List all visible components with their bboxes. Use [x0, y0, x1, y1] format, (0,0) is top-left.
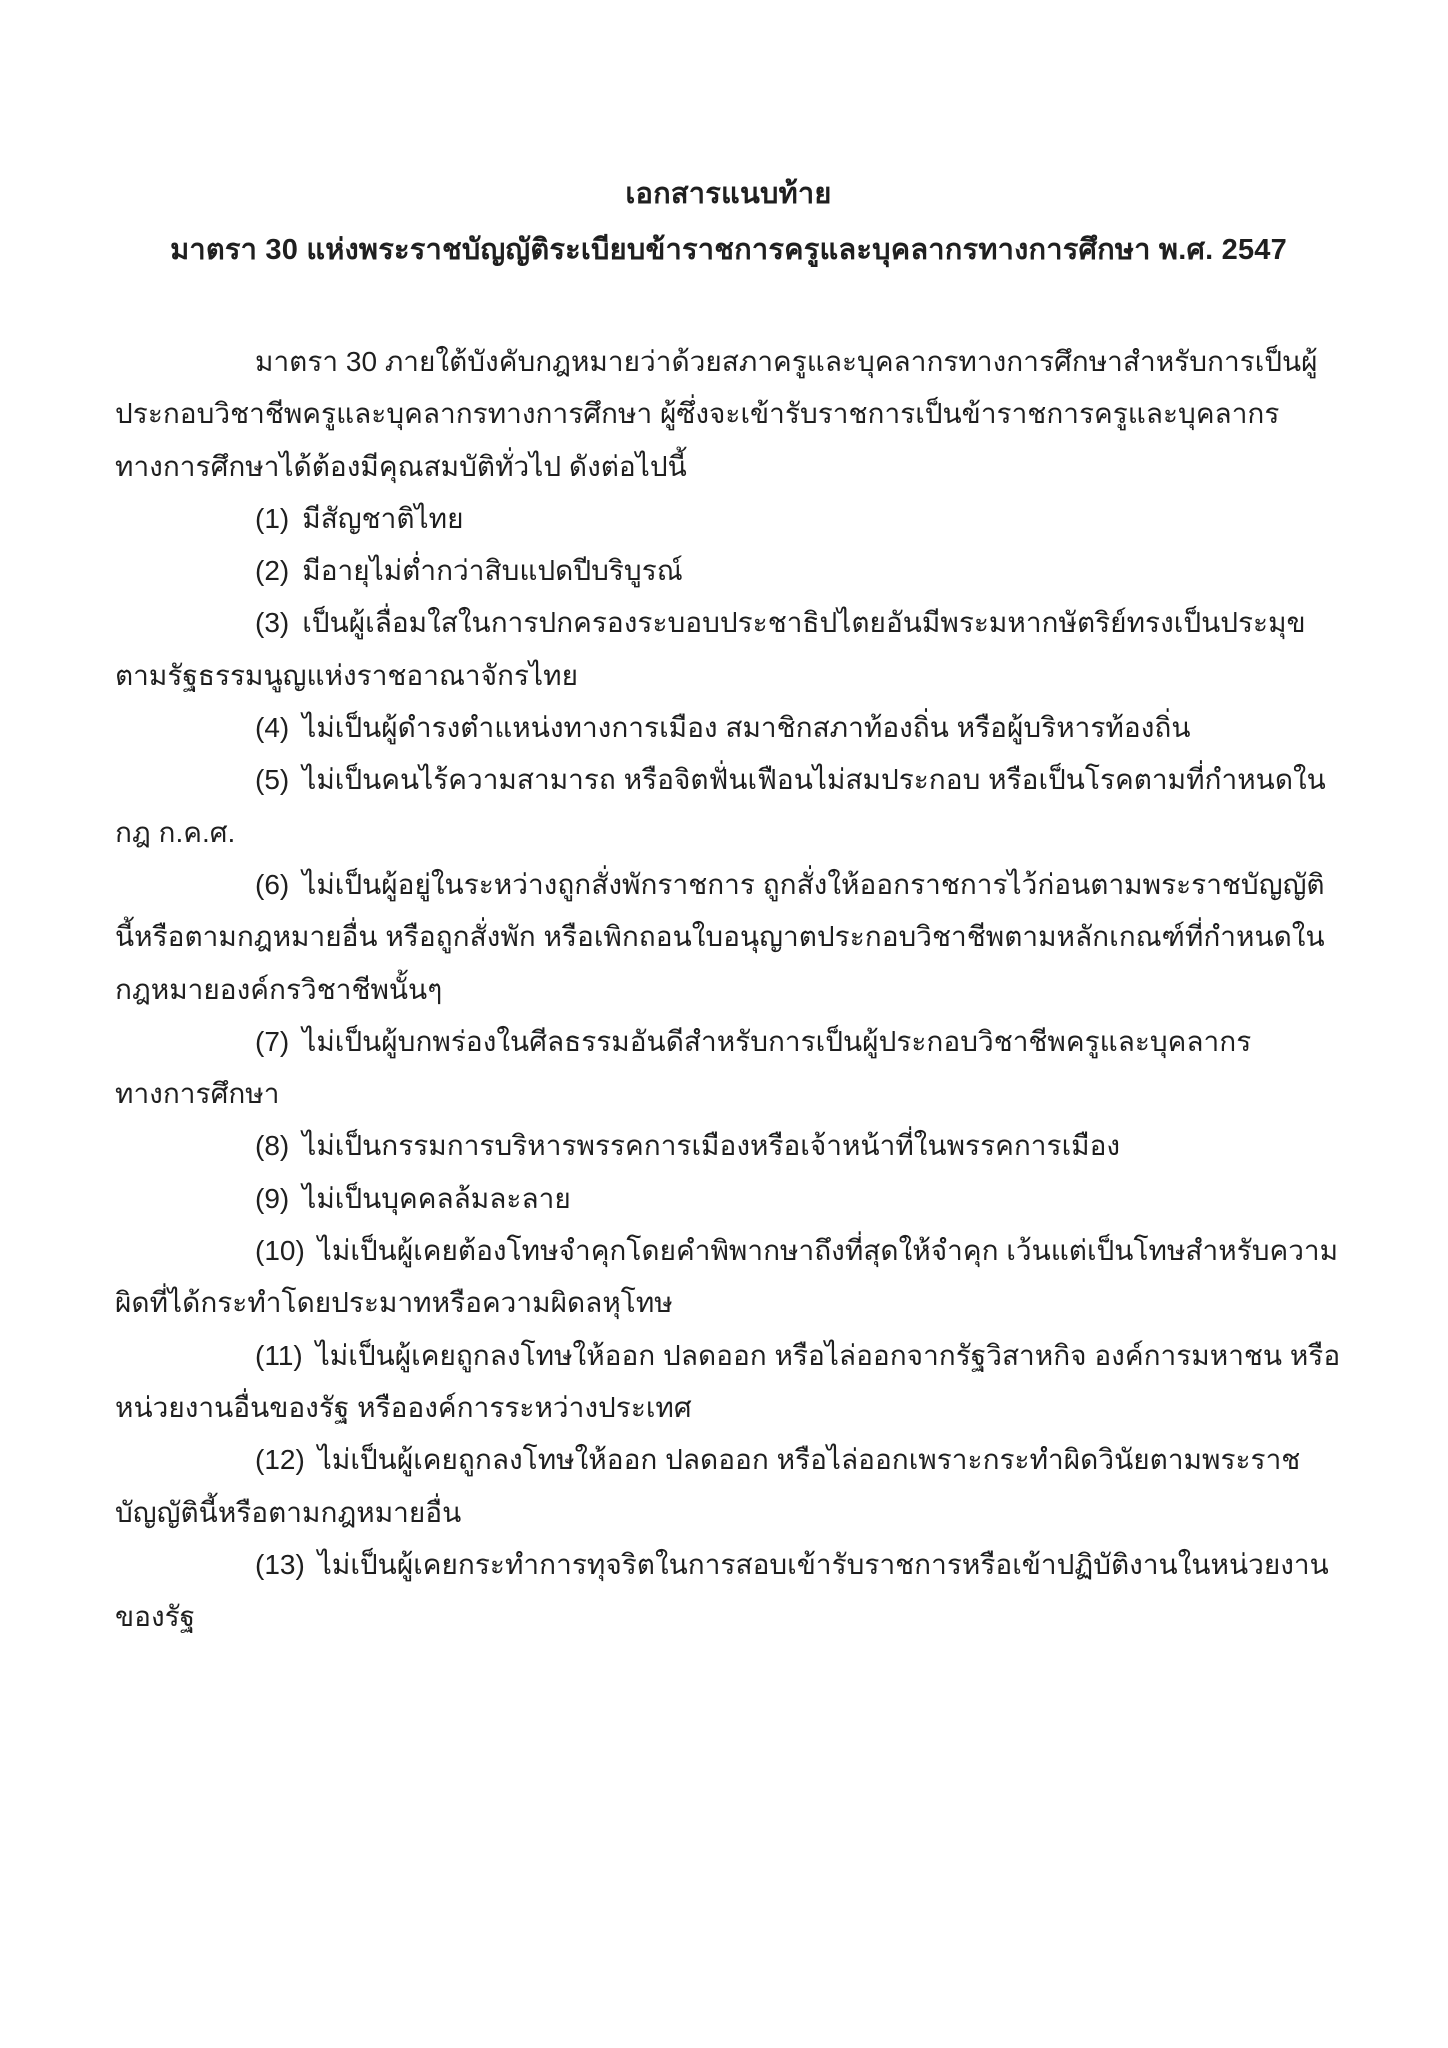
- clause-text: ไม่เป็นบุคคลล้มละลาย: [302, 1182, 571, 1214]
- clause-item: [115, 859, 1342, 1016]
- clause-item: [115, 702, 1342, 754]
- clause-number: (11): [255, 1339, 303, 1371]
- clause-text: ไม่เป็นผู้เคยต้องโทษจำคุกโดยคำพิพากษาถึงที่สุดให้จำคุก เว้นแต่เป็นโทษสำหรับความผิดที่ได้กระทำโดยประมาทหรือความผิดลหุโทษ: [115, 1235, 1339, 1319]
- clause-item: [115, 754, 1342, 859]
- clause-item: [115, 1120, 1342, 1172]
- clause-number: (7): [255, 1025, 290, 1057]
- clause-number: (5): [255, 764, 290, 796]
- clause-text: ไม่เป็นผู้อยู่ในระหว่างถูกสั่งพักราชการ ถูกสั่งให้ออกราชการไว้ก่อนตามพระราชบัญญัตินี้หรือตามกฎหมายอื่น หรือถูกสั่งพัก หรือเพิกถอนใบอนุญาตประกอบวิชาชีพตามหลักเกณฑ์ที่กำหนดในกฎหมายองค์กรวิชาชีพนั้นๆ: [115, 868, 1325, 1005]
- clause-item: [115, 545, 1342, 597]
- clause-number: (6): [255, 868, 290, 900]
- clause-number: (10): [255, 1235, 305, 1267]
- clause-text: ไม่เป็นกรรมการบริหารพรรคการเมืองหรือเจ้าหน้าที่ในพรรคการเมือง: [302, 1130, 1121, 1162]
- clause-text: มีอายุไม่ต่ำกว่าสิบแปดปีบริบูรณ์: [302, 555, 683, 587]
- clause-item: [115, 1434, 1342, 1539]
- clause-text: ไม่เป็นผู้บกพร่องในศีลธรรมอันดีสำหรับการเป็นผู้ประกอบวิชาชีพครูและบุคลากรทางการศึกษา: [115, 1025, 1252, 1110]
- clause-number: (12): [255, 1444, 305, 1476]
- clause-text: ไม่เป็นผู้เคยถูกลงโทษให้ออก ปลดออก หรือไล่ออกจากรัฐวิสาหกิจ องค์การมหาชน หรือหน่วยงานอื่นของรัฐ หรือองค์การระหว่างประเทศ: [115, 1339, 1341, 1423]
- clause-number: (13): [255, 1548, 305, 1580]
- clause-list: [115, 493, 1342, 1644]
- clause-number: (3): [255, 607, 290, 639]
- clause-item: [115, 1330, 1342, 1435]
- clause-number: (1): [255, 502, 290, 534]
- clause-text: ไม่เป็นคนไร้ความสามารถ หรือจิตฟั่นเฟือนไม่สมประกอบ หรือเป็นโรคตามที่กำหนดในกฎ ก.ค.ศ.: [115, 764, 1326, 848]
- clause-item: [115, 1225, 1342, 1330]
- clause-number: (8): [255, 1130, 290, 1162]
- clause-number: (4): [255, 712, 290, 744]
- clause-item: [115, 1539, 1342, 1644]
- clause-text: มีสัญชาติไทย: [302, 502, 464, 534]
- clause-item: [115, 493, 1342, 545]
- clause-number: (9): [255, 1182, 290, 1214]
- clause-text: ไม่เป็นผู้ดำรงตำแหน่งทางการเมือง สมาชิกสภาท้องถิ่น หรือผู้บริหารท้องถิ่น: [302, 712, 1191, 744]
- clause-text: ไม่เป็นผู้เคยถูกลงโทษให้ออก ปลดออก หรือไล่ออกเพราะกระทำผิดวินัยตามพระราชบัญญัตินี้หรือตามกฎหมายอื่น: [115, 1444, 1301, 1528]
- clause-item: [115, 1173, 1342, 1225]
- clause-item: [115, 1016, 1342, 1121]
- clause-number: (2): [255, 555, 290, 587]
- page-title: เอกสารแนบท้าย: [625, 178, 832, 210]
- intro-paragraph: มาตรา 30 ภายใต้บังคับกฎหมายว่าด้วยสภาครูและบุคลากรทางการศึกษาสำหรับการเป็นผู้ประกอบวิชาชีพครูและบุคลากรทางการศึกษา ผู้ซึ่งจะเข้ารับราชการเป็นข้าราชการครูและบุคลากรทางการศึกษาได้ต้องมีคุณสมบัติทั่วไป ดังต่อไปนี้: [115, 346, 1318, 482]
- clause-text: ไม่เป็นผู้เคยกระทำการทุจริตในการสอบเข้ารับราชการหรือเข้าปฏิบัติงานในหน่วยงานของรัฐ: [115, 1548, 1329, 1633]
- page-subtitle: มาตรา 30 แห่งพระราชบัญญัติระเบียบข้าราชการครูและบุคลากรทางการศึกษา พ.ศ. 2547: [170, 234, 1287, 266]
- clause-text: เป็นผู้เลื่อมใสในการปกครองระบอบประชาธิปไตยอันมีพระมหากษัตริย์ทรงเป็นประมุขตามรัฐธรรมนูญแห่งราชอาณาจักรไทย: [115, 607, 1306, 691]
- clause-item: [115, 597, 1342, 702]
